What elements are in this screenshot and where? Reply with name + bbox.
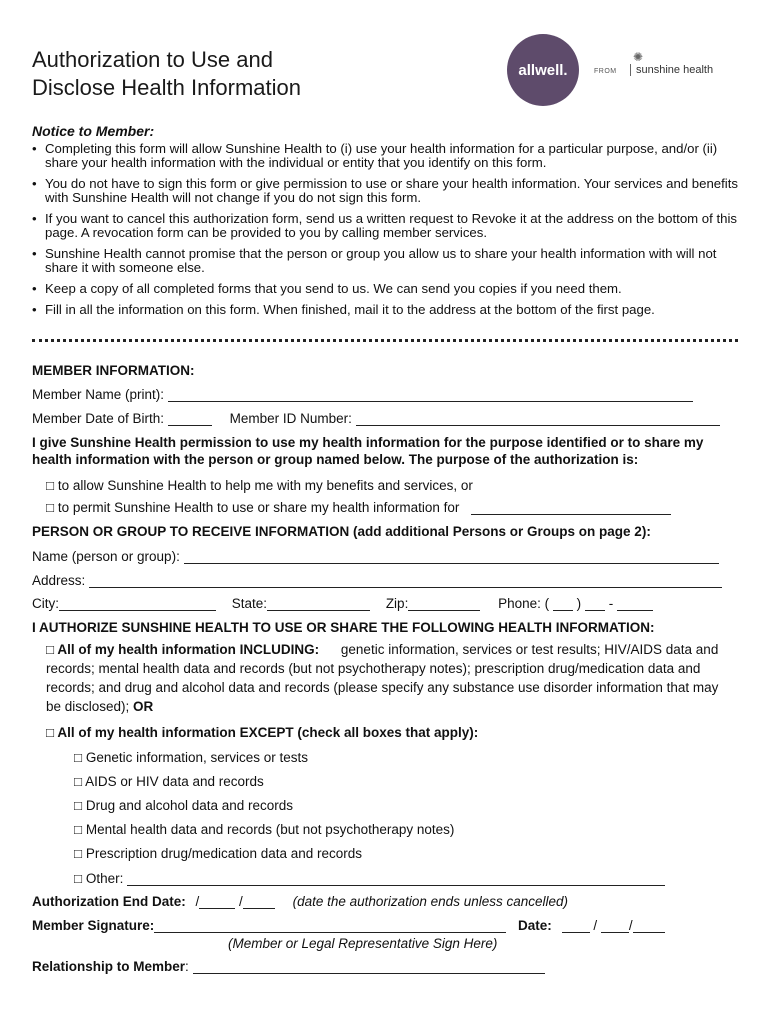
signature-date-label: Date: [518,918,552,933]
authorize-heading: I AUTHORIZE SUNSHINE HEALTH TO USE OR SHARE THE FOLLOWING HEALTH INFORMATION: [32,620,655,635]
address-row [32,573,722,588]
or-text: OR [129,699,154,714]
city-row [32,596,653,611]
list-item: • Keep a copy of all completed forms that you send to us. We can send you copies if you need them. [32,281,622,296]
sig-date-year-field[interactable] [633,919,665,933]
phone-prefix-field[interactable] [585,597,605,611]
address-label: Address: [32,573,86,588]
list-item: • Fill in all the information on this form. When finished, mail it to the address at the bottom of the first page. [32,302,655,317]
member-name-label: Member Name (print): [32,387,165,402]
state-label: State: [231,596,268,611]
member-id-label: Member ID Number: [229,411,352,426]
except-item-mental[interactable]: □ Mental health data and records (but not psychotherapy notes) [74,822,455,837]
member-dob-field[interactable] [168,412,212,426]
list-item: • Sunshine Health cannot promise that the person or group you allow us to share your health information with will not share it with someone else. [32,246,717,275]
member-name-row [32,387,693,402]
except-item-genetic[interactable]: □ Genetic information, services or tests [74,750,308,765]
other-field[interactable] [127,872,665,886]
relationship-label: Relationship to Member [32,959,186,974]
end-date-month-field[interactable] [199,895,235,909]
title-line-2: Disclose Health Information [32,75,302,100]
signature-label: Member Signature: [32,918,155,933]
recipient-name-row [32,549,719,564]
recipient-name-label: Name (person or group): [32,549,180,564]
phone-line-field[interactable] [617,597,653,611]
sunshine-mark-icon: ✺ [633,50,644,64]
notice-heading: Notice to Member: [32,123,155,139]
member-id-field[interactable] [356,412,720,426]
member-dob-row [32,411,720,426]
logo-brand: allwell. [518,61,568,79]
signature-row: Member Signature: Date: / / [32,918,665,933]
city-field[interactable] [59,597,216,611]
except-item-prescription[interactable]: □ Prescription drug/medication data and records [74,846,363,861]
recipient-heading: PERSON OR GROUP TO RECEIVE INFORMATION (add additional Persons or Groups on page 2): [32,524,651,539]
zip-label: Zip: [385,596,409,611]
signature-note: (Member or Legal Representative Sign Here) [228,936,498,951]
member-dob-label: Member Date of Birth: [32,411,165,426]
signature-field[interactable] [154,919,506,933]
phone-area-field[interactable] [553,597,573,611]
sig-date-month-field[interactable] [562,919,590,933]
end-date-row: Authorization End Date: / / (date the authorization ends unless cancelled) [32,894,569,909]
recipient-name-field[interactable] [184,550,719,564]
logo-partner: sunshine health [630,64,713,76]
except-item-other[interactable]: □ Other: [74,871,124,886]
purpose-option-2-row [46,500,671,515]
address-field[interactable] [89,574,722,588]
title-line-1: Authorization to Use and [32,47,273,72]
allwell-logo [507,34,579,106]
member-name-field[interactable] [168,388,693,402]
list-item: • Completing this form will allow Sunshine Health to (i) use your health information for a particular purpose, and/or (ii) share your health information with the individual or entity that you identify on this form. [32,141,718,170]
relationship-row [32,959,545,974]
form-title [32,46,301,102]
all-including-checkbox[interactable]: □ All of my health information INCLUDING: [46,642,320,657]
end-date-note: (date the authorization ends unless cancelled) [292,894,569,909]
logo-from: FROM [594,68,617,75]
notice-list [32,142,747,324]
relationship-colon: : [185,959,189,974]
city-label: City: [32,596,59,611]
permission-text: I give Sunshine Health permission to use my health information for the purpose identified or to share my health information with the person or group named below. The purpose of the authorization is: [32,435,704,467]
all-including-block [46,640,736,716]
purpose-option-2[interactable]: □ to permit Sunshine Health to use or share my health information for [46,500,460,515]
phone-paren: ) [576,596,582,611]
except-other-row [74,871,665,886]
zip-field[interactable] [408,597,480,611]
sig-date-day-field[interactable] [601,919,629,933]
list-item: • If you want to cancel this authorization form, send us a written request to Revoke it at the address on the bottom of this page. A revocation form can be provided to you by calling member services. [32,211,737,240]
end-date-label: Authorization End Date: [32,894,186,909]
state-field[interactable] [267,597,370,611]
phone-dash: - [608,596,614,611]
purpose-field[interactable] [471,501,671,515]
except-item-drug[interactable]: □ Drug and alcohol data and records [74,798,294,813]
member-heading: MEMBER INFORMATION: [32,363,195,378]
phone-label: Phone: ( [498,596,550,611]
end-date-day-field[interactable] [243,895,275,909]
except-item-aids[interactable]: □ AIDS or HIV data and records [74,774,264,789]
dotted-divider [32,339,738,342]
purpose-option-1[interactable]: □ to allow Sunshine Health to help me with my benefits and services, or [46,478,473,493]
relationship-field[interactable] [193,960,545,974]
list-item: • You do not have to sign this form or give permission to use or share your health information. Your services and benefits with Sunshine Health will not change if you do not sign this form. [32,176,738,205]
all-except-checkbox[interactable]: □ All of my health information EXCEPT (check all boxes that apply): [46,725,479,740]
all-including-text: genetic information, services or test results; HIV/AIDS data and records; mental health data and records (but not psychotherapy notes); prescription drug/medication data and records; and drug and alcohol data and records (please specify any substance use disorder information that may be disclosed); [46,642,719,714]
